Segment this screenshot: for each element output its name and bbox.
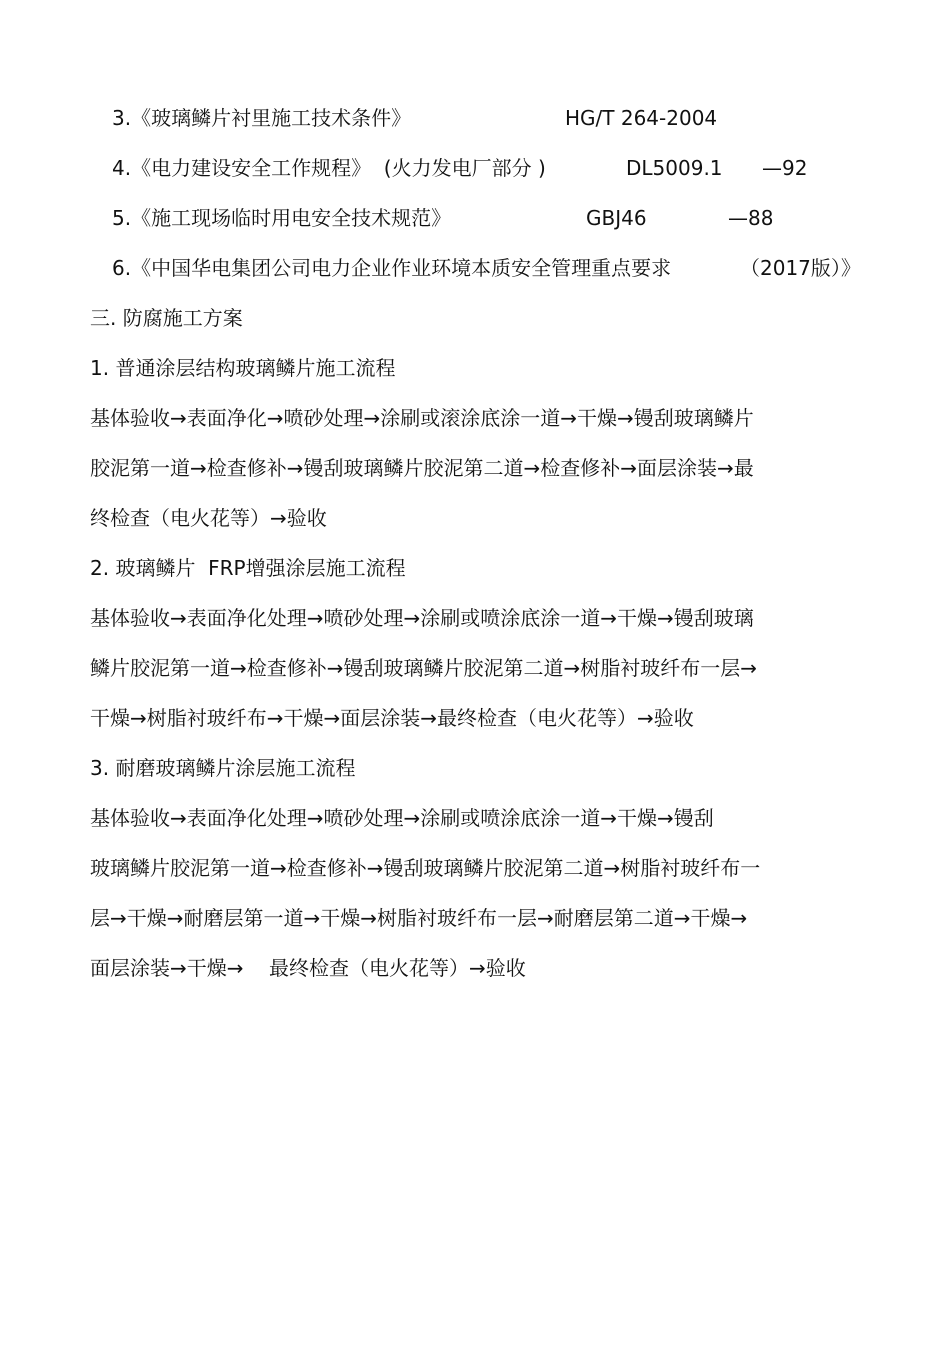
procedure-line: 基体验收→表面净化处理→喷砂处理→涂刷或喷涂底涂一道→干燥→镘刮 [90, 806, 714, 830]
procedure-line: 面层涂装→干燥→ 最终检查（电火花等）→验收 [90, 956, 526, 980]
reference-code: DL5009.1 [626, 156, 723, 180]
procedure-line: 胶泥第一道→检查修补→镘刮玻璃鳞片胶泥第二道→检查修补→面层涂装→最 [90, 456, 754, 480]
reference-title: 6.《中国华电集团公司电力企业作业环境本质安全管理重点要求 [112, 256, 672, 280]
procedure-line: 鳞片胶泥第一道→检查修补→镘刮玻璃鳞片胶泥第二道→树脂衬玻纤布一层→ [90, 656, 758, 680]
procedure-line: 基体验收→表面净化处理→喷砂处理→涂刷或喷涂底涂一道→干燥→镘刮玻璃 [90, 606, 754, 630]
procedure-line: 基体验收→表面净化→喷砂处理→涂刷或滚涂底涂一道→干燥→镘刮玻璃鳞片 [90, 406, 754, 430]
reference-title: 4.《电力建设安全工作规程》 (火力发电厂部分 ) [112, 156, 546, 180]
reference-code: HG/T 264-2004 [565, 106, 718, 130]
reference-year: —92 [762, 156, 808, 180]
procedure-line: 终检查（电火花等）→验收 [90, 506, 327, 530]
section-heading: 三. 防腐施工方案 [90, 306, 243, 330]
reference-title: 3.《玻璃鳞片衬里施工技术条件》 [112, 106, 412, 130]
reference-code: GBJ46 [586, 206, 647, 230]
reference-title: 5.《施工现场临时用电安全技术规范》 [112, 206, 452, 230]
procedure-heading: 1. 普通涂层结构玻璃鳞片施工流程 [90, 356, 396, 380]
procedure-line: 玻璃鳞片胶泥第一道→检查修补→镘刮玻璃鳞片胶泥第二道→树脂衬玻纤布一 [90, 856, 761, 880]
procedure-heading: 2. 玻璃鳞片 FRP增强涂层施工流程 [90, 556, 406, 580]
procedure-line: 层→干燥→耐磨层第一道→干燥→树脂衬玻纤布一层→耐磨层第二道→干燥→ [90, 906, 748, 930]
reference-year: —88 [728, 206, 774, 230]
procedure-line: 干燥→树脂衬玻纤布→干燥→面层涂装→最终检查（电火花等）→验收 [90, 706, 694, 730]
reference-year: （2017版）》 [740, 256, 861, 280]
procedure-heading: 3. 耐磨玻璃鳞片涂层施工流程 [90, 756, 356, 780]
